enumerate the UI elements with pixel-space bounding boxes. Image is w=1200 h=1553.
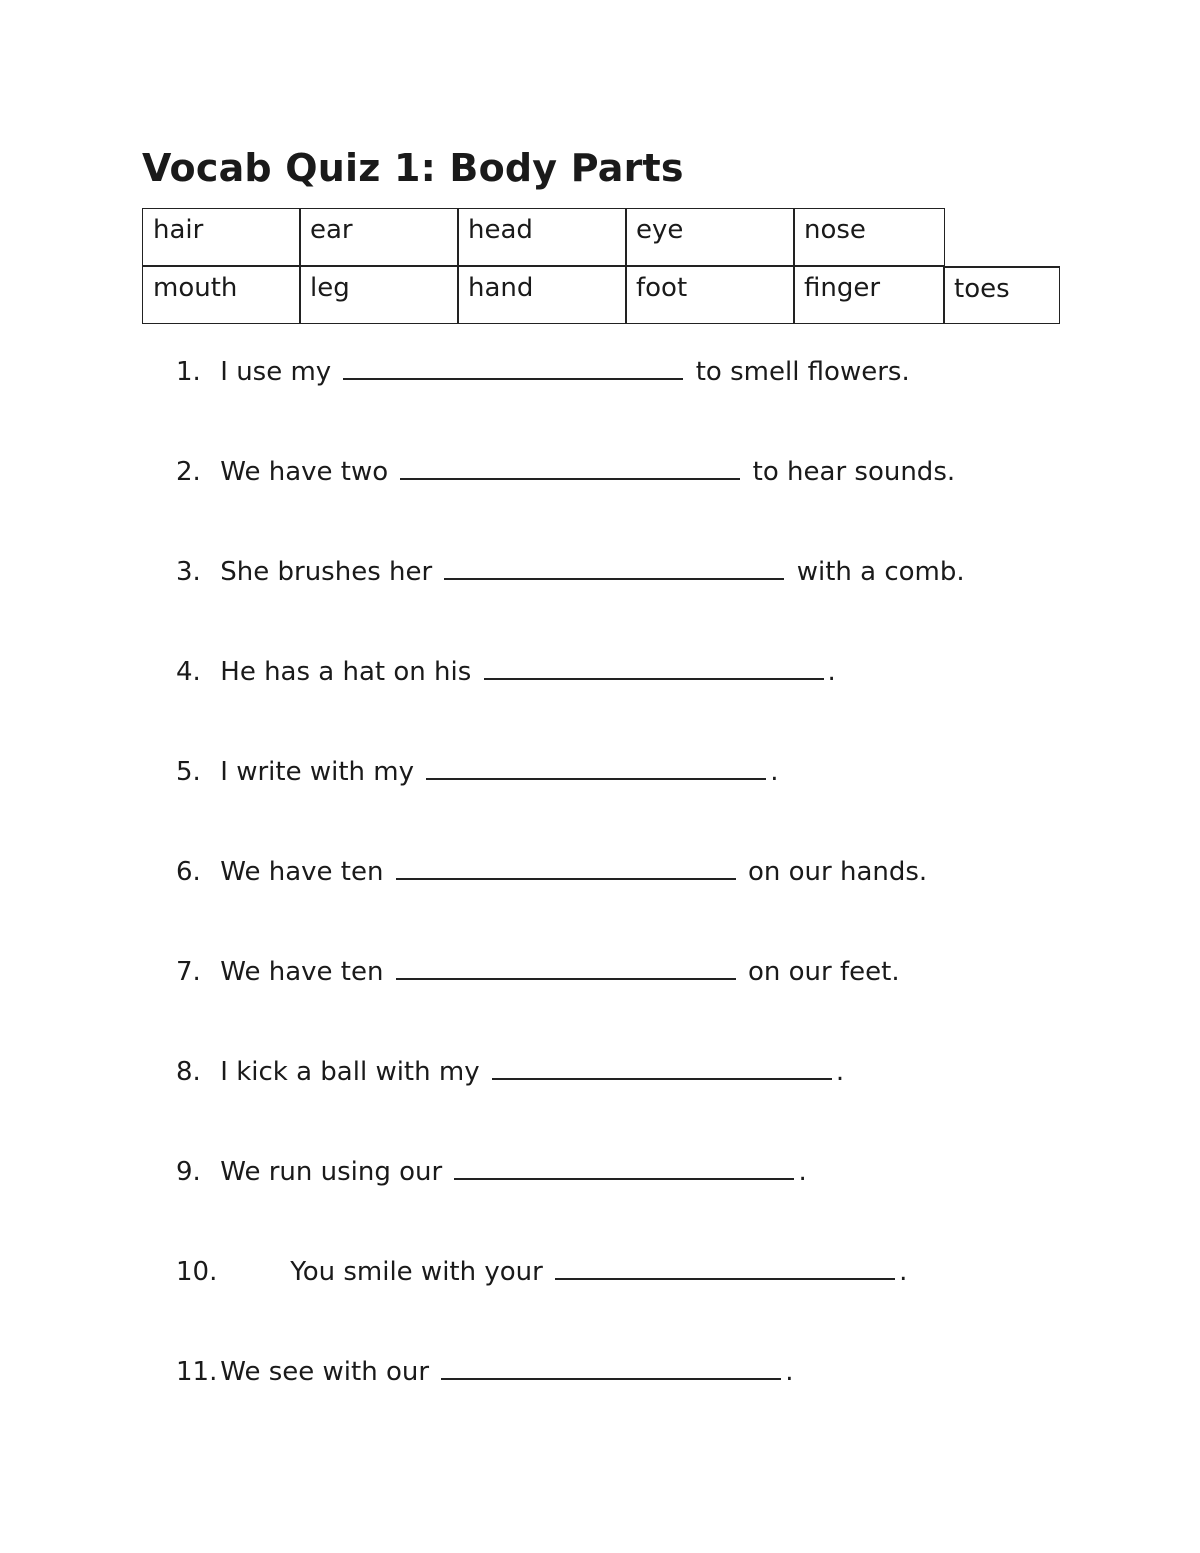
question-item xyxy=(176,1250,907,1292)
answer-blank[interactable] xyxy=(343,350,683,380)
word-bank-cell: toes xyxy=(943,266,1060,324)
question-number: 10. xyxy=(176,1257,218,1287)
question-text-after: to smell flowers. xyxy=(695,357,910,387)
question-text-before: We have two xyxy=(220,457,389,487)
question-number: 5. xyxy=(176,757,201,787)
question-number: 9. xyxy=(176,1157,201,1187)
question-number: 4. xyxy=(176,657,201,687)
question-number: 6. xyxy=(176,857,201,887)
question-text-after: . xyxy=(770,757,779,787)
answer-blank[interactable] xyxy=(555,1250,895,1280)
question-number: 11. xyxy=(176,1357,218,1387)
question-text-before: I kick a ball with my xyxy=(220,1057,480,1087)
answer-blank[interactable] xyxy=(441,1350,781,1380)
question-number: 2. xyxy=(176,457,201,487)
question-number: 8. xyxy=(176,1057,201,1087)
answer-blank[interactable] xyxy=(426,750,766,780)
question-text-before: We see with our xyxy=(220,1357,430,1387)
question-text-after: . xyxy=(785,1357,794,1387)
question-text-before: She brushes her xyxy=(220,557,433,587)
question-number: 3. xyxy=(176,557,201,587)
word-bank-cell: head xyxy=(457,208,627,266)
question-number: 7. xyxy=(176,957,201,987)
question-item xyxy=(176,350,910,392)
question-number: 1. xyxy=(176,357,201,387)
answer-blank[interactable] xyxy=(396,850,736,880)
word-bank-cell: finger xyxy=(793,266,945,324)
question-item xyxy=(176,850,927,892)
question-text-before: We run using our xyxy=(220,1157,443,1187)
word-bank-cell: mouth xyxy=(142,266,301,324)
question-text-before: We have ten xyxy=(220,857,384,887)
question-text-before: We have ten xyxy=(220,957,384,987)
page-title: Vocab Quiz 1: Body Parts xyxy=(142,146,684,190)
question-text-after: . xyxy=(798,1157,807,1187)
answer-blank[interactable] xyxy=(444,550,784,580)
answer-blank[interactable] xyxy=(492,1050,832,1080)
answer-blank[interactable] xyxy=(484,650,824,680)
question-text-after: on our hands. xyxy=(747,857,928,887)
question-text-before: He has a hat on his xyxy=(220,657,472,687)
question-text-after: . xyxy=(835,1057,845,1087)
answer-blank[interactable] xyxy=(454,1150,794,1180)
question-text-before: You smile with your xyxy=(290,1257,543,1287)
question-item xyxy=(176,450,955,492)
question-text-after: with a comb. xyxy=(796,557,965,587)
question-text-after: . xyxy=(827,657,836,687)
question-item xyxy=(176,1050,844,1092)
question-text-before: I use my xyxy=(220,357,332,387)
word-bank-cell: ear xyxy=(299,208,459,266)
word-bank-cell: eye xyxy=(625,208,795,266)
question-item xyxy=(176,950,900,992)
word-bank-cell: nose xyxy=(793,208,945,266)
question-text-before: I write with my xyxy=(220,757,414,787)
word-bank-cell: hand xyxy=(457,266,627,324)
question-item xyxy=(176,550,965,592)
question-text-after: to hear sounds. xyxy=(752,457,956,487)
question-item xyxy=(176,1350,794,1392)
word-bank-cell: hair xyxy=(142,208,301,266)
question-text-after: on our feet. xyxy=(747,957,900,987)
question-item xyxy=(176,650,836,692)
question-item xyxy=(176,750,779,792)
question-text-after: . xyxy=(899,1257,908,1287)
answer-blank[interactable] xyxy=(400,450,740,480)
answer-blank[interactable] xyxy=(396,950,736,980)
question-item xyxy=(176,1150,807,1192)
word-bank-cell: leg xyxy=(299,266,459,324)
word-bank-cell: foot xyxy=(625,266,795,324)
